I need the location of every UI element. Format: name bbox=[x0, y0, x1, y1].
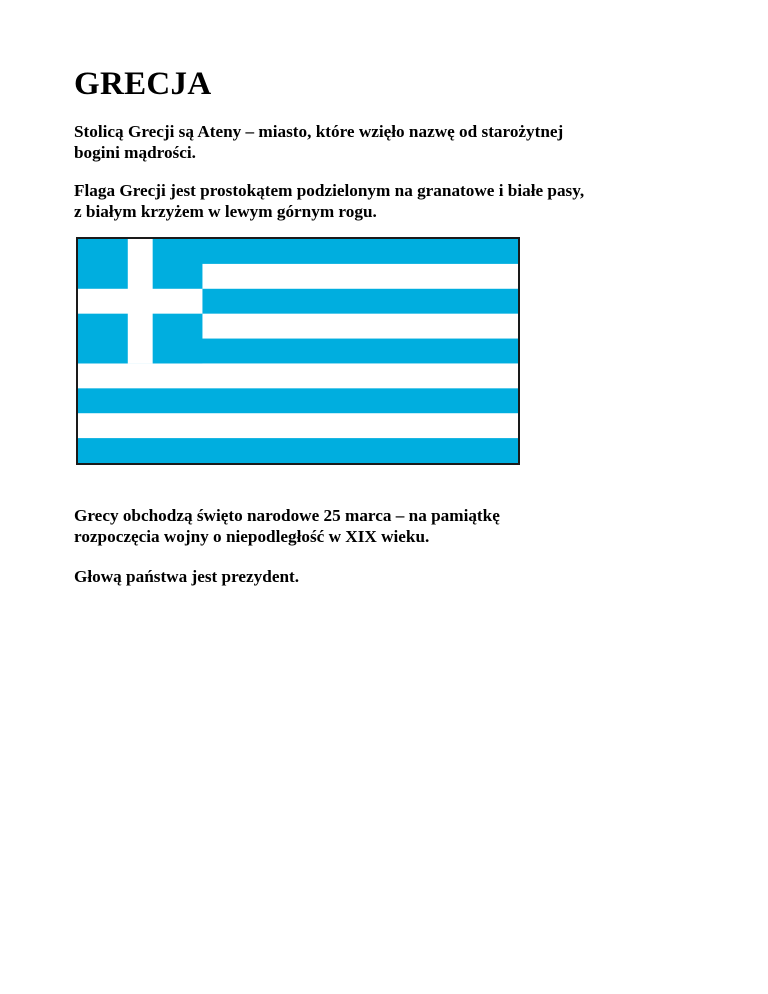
flag-stripe bbox=[78, 388, 518, 413]
flag-stripe bbox=[78, 413, 518, 438]
paragraph-line: rozpoczęcia wojny o niepodległość w XIX wieku. bbox=[74, 527, 430, 546]
paragraph-line: Grecy obchodzą święto narodowe 25 marca – na pamiątkę bbox=[74, 506, 500, 525]
flag-stripe bbox=[78, 438, 518, 463]
greek-flag-image bbox=[76, 237, 520, 465]
flag-stripe bbox=[78, 363, 518, 388]
paragraph-line: bogini mądrości. bbox=[74, 143, 196, 162]
paragraph-line: z białym krzyżem w lewym górnym rogu. bbox=[74, 202, 377, 221]
page-title: GRECJA bbox=[74, 66, 212, 102]
flag-cross-horizontal bbox=[78, 289, 202, 314]
paragraph-line: Stolicą Grecji są Ateny – miasto, które wzięło nazwę od starożytnej bbox=[74, 122, 564, 141]
paragraph-line: Głową państwa jest prezydent. bbox=[74, 567, 300, 586]
paragraph-capital bbox=[74, 121, 714, 163]
paragraph-national-day bbox=[74, 505, 714, 547]
paragraph-head-of-state bbox=[74, 566, 714, 587]
paragraph-flag-description bbox=[74, 180, 714, 222]
paragraph-line: Flaga Grecji jest prostokątem podzielonym na granatowe i białe pasy, bbox=[74, 181, 585, 200]
